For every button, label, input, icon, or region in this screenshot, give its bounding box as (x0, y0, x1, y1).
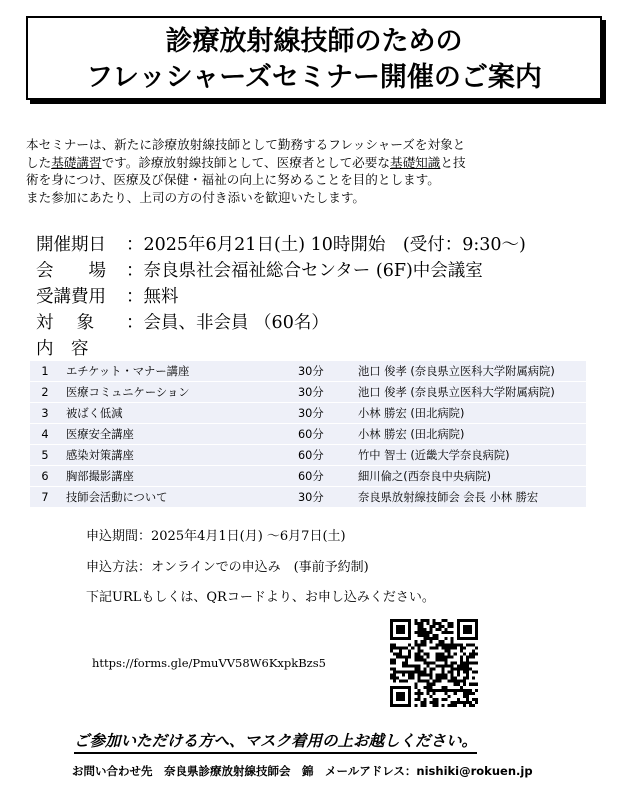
lecture-duration: 60分 (298, 424, 352, 444)
table-row (30, 487, 586, 507)
intro-text: です。診療放射線技師として、医療者として必要な (101, 154, 390, 170)
venue-row (36, 258, 526, 284)
lecture-title: 技師会活動について (60, 487, 298, 507)
fee-label: 受講費用 (36, 287, 106, 307)
lecture-duration: 60分 (298, 466, 352, 486)
lecture-speaker: 池口 俊孝 (奈良県立医科大学附属病院) (352, 361, 586, 381)
table-row (30, 361, 586, 381)
lecture-speaker: 小林 勝宏 (田北病院) (352, 403, 586, 423)
date-value: ：2025年6月21日(土) 10時開始 (受付：9:30～) (126, 235, 526, 255)
intro-line-2 (26, 154, 606, 172)
schedule-table (30, 360, 586, 508)
lecture-speaker: 池口 俊孝 (奈良県立医科大学附属病院) (352, 382, 586, 402)
table-row (30, 382, 586, 402)
intro-text: と技 (440, 154, 466, 170)
row-number: 5 (30, 445, 60, 465)
target-row (36, 310, 526, 336)
contact-info: お問い合わせ先 奈良県診療放射線技師会 錦 メールアドレス：nishiki@rokuen.jp (72, 764, 533, 778)
qr-code-icon[interactable] (390, 619, 478, 707)
intro-underlined-basic-course: 基礎講習 (51, 154, 102, 170)
lecture-duration: 60分 (298, 445, 352, 465)
table-row (30, 445, 586, 465)
intro-text: した (26, 154, 52, 170)
table-row (30, 424, 586, 444)
lecture-speaker: 奈良県放射線技師会 会長 小林 勝宏 (352, 487, 586, 507)
table-row (30, 403, 586, 423)
intro-paragraph (26, 136, 606, 206)
lecture-title: 感染対策講座 (60, 445, 298, 465)
lecture-title: 胸部撮影講座 (60, 466, 298, 486)
title-box (26, 16, 602, 100)
application-method: 申込方法：オンラインでの申込み (事前予約制) (86, 560, 369, 575)
lecture-duration: 30分 (298, 361, 352, 381)
row-number: 4 (30, 424, 60, 444)
lecture-title: 医療安全講座 (60, 424, 298, 444)
row-number: 3 (30, 403, 60, 423)
content-label: 内 容 (36, 339, 89, 359)
application-period: 申込期間：2025年4月1日(月) ～6月7日(土) (86, 529, 346, 544)
lecture-title: エチケット・マナー講座 (60, 361, 298, 381)
title-line-1: 診療放射線技師のための (165, 26, 463, 57)
fee-row (36, 284, 526, 310)
event-info (36, 232, 526, 362)
date-row (36, 232, 526, 258)
intro-line-4: また参加にあたり、上司の方の付き添いを歓迎いたします。 (26, 189, 366, 205)
lecture-title: 医療コミュニケーション (60, 382, 298, 402)
lecture-duration: 30分 (298, 403, 352, 423)
fee-value: ：無料 (126, 287, 179, 307)
venue-value: ：奈良県社会福祉総合センター (6F)中会議室 (126, 261, 483, 281)
row-number: 6 (30, 466, 60, 486)
lecture-duration: 30分 (298, 487, 352, 507)
target-label: 対 象 (36, 313, 95, 333)
content-row (36, 336, 526, 362)
venue-label: 会 場 (36, 261, 106, 281)
application-instruction: 下記URLもしくは、QRコードより、お申し込みください。 (86, 590, 435, 605)
lecture-speaker: 細川倫之(西奈良中央病院) (352, 466, 586, 486)
mask-notice: ご参加いただける方へ、マスク着用の上お越しください。 (74, 730, 477, 754)
lecture-title: 被ばく低減 (60, 403, 298, 423)
row-number: 2 (30, 382, 60, 402)
title-line-2: フレッシャーズセミナー開催のご案内 (86, 62, 542, 93)
lecture-duration: 30分 (298, 382, 352, 402)
table-row (30, 466, 586, 486)
date-label: 開催期日 (36, 235, 106, 255)
row-number: 1 (30, 361, 60, 381)
row-number: 7 (30, 487, 60, 507)
lecture-speaker: 竹中 智士 (近畿大学奈良病院) (352, 445, 586, 465)
lecture-speaker: 小林 勝宏 (田北病院) (352, 424, 586, 444)
intro-line-3: 術を身につけ、医療及び保健・福祉の向上に努めることを目的とします。 (26, 172, 440, 187)
target-value: ：会員、非会員 （60名） (126, 313, 329, 333)
application-url[interactable]: https://forms.gle/PmuVV58W6KxpkBzs5 (92, 656, 326, 670)
intro-line-1: 本セミナーは、新たに診療放射線技師として勤務するフレッシャーズを対象と (26, 137, 466, 152)
intro-underlined-basic-knowledge: 基礎知識 (389, 154, 441, 170)
